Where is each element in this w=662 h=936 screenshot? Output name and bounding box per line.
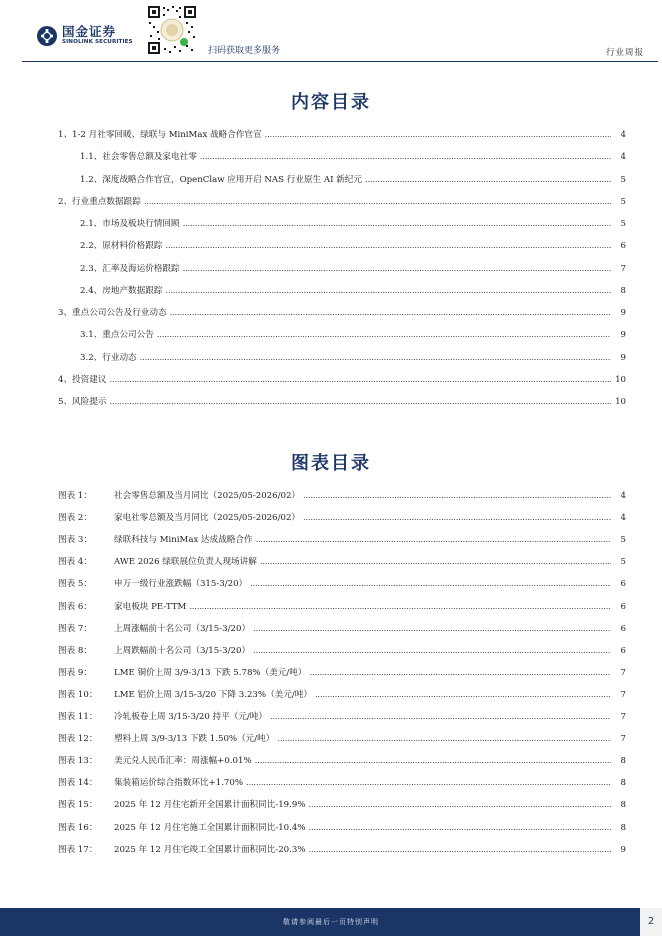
toc-entry-text: 1、1-2 月社零回暖、绿联与 MiniMax 战略合作官宣: [58, 130, 262, 140]
figure-entry-text: 2025 年 12 月住宅新开全国累计面积同比-19.9%: [114, 800, 306, 811]
dot-leader: [256, 535, 611, 545]
toc-entry-page: 6: [620, 241, 626, 252]
figure-entry-text: 塑料上周 3/9-3/13 下跌 1.50%（元/吨）: [114, 734, 275, 745]
figure-entry-text: 集装箱运价综合指数环比+1.70%: [114, 778, 244, 789]
figure-entry-label: 图表 15：: [58, 800, 98, 811]
figure-entry-page: 7: [620, 734, 626, 745]
toc-entry-text: 5、风险提示: [58, 397, 107, 407]
dot-leader: [303, 491, 611, 501]
dot-leader: [309, 845, 611, 855]
sinolink-logo-icon: [36, 25, 58, 47]
figure-entry-label: 图表 4：: [58, 557, 92, 568]
brand-logo: [36, 25, 133, 47]
toc-entry[interactable]: [58, 306, 626, 320]
dot-leader: [255, 756, 611, 766]
figure-entry-page: 5: [620, 535, 626, 546]
figure-entry[interactable]: [58, 732, 626, 746]
dot-leader: [246, 778, 611, 788]
toc-entry-text: 2.2、原材料价格跟踪: [80, 241, 163, 252]
toc-entry-page: 4: [620, 152, 626, 163]
toc-entry-text: 1.2、深度战略合作官宣，OpenClaw 应用开启 NAS 行业原生 AI 新纪元: [80, 174, 362, 185]
figure-entry[interactable]: [58, 622, 626, 636]
footer-disclaimer: 敬请参阅最后一页特别声明: [283, 918, 379, 926]
figure-entry-text: 社会零售总额及当月同比（2025/05-2026/02）: [114, 491, 301, 501]
figure-entry[interactable]: [58, 555, 626, 569]
toc-entry-text: 3.2、行业动态: [80, 352, 137, 363]
figure-entry-label: 图表 6：: [58, 601, 92, 612]
figure-entry-page: 6: [620, 601, 626, 612]
figure-entry-text: AWE 2026 绿联展位负责人现场讲解: [114, 557, 257, 568]
dot-leader: [365, 175, 611, 185]
document-type-label: 行业周报: [605, 48, 644, 58]
figure-entry-text: LME 铜价上周 3/9-3/13 下跌 5.78%（美元/吨）: [114, 667, 307, 678]
toc-entry-page: 10: [615, 374, 626, 385]
figure-entry-label: 图表 14：: [58, 778, 98, 789]
toc-entry-text: 4、投资建议: [58, 374, 107, 385]
header-divider: [22, 61, 658, 62]
dot-leader: [183, 219, 611, 229]
figure-entry[interactable]: [58, 600, 626, 614]
dot-leader: [165, 286, 611, 296]
toc-entry-page: 9: [620, 330, 626, 341]
figure-entry[interactable]: [58, 533, 626, 547]
dot-leader: [109, 375, 611, 385]
figures-title: 图表目录: [291, 453, 371, 474]
figure-entry-page: 6: [620, 645, 626, 656]
dot-leader: [315, 690, 611, 700]
figure-entry[interactable]: [58, 843, 626, 857]
dot-leader: [303, 513, 611, 523]
toc-entry-page: 9: [620, 308, 626, 318]
toc-entry-page: 5: [620, 219, 626, 229]
scan-qr-caption: 扫码获取更多服务: [208, 46, 281, 56]
figure-entry-page: 9: [620, 844, 626, 855]
brand-name-en: SINOLINK SECURITIES: [62, 39, 133, 46]
toc-entry-text: 3、重点公司公告及行业动态: [58, 308, 167, 318]
toc-entry[interactable]: [80, 351, 626, 365]
dot-leader: [265, 130, 611, 140]
dot-leader: [157, 330, 611, 340]
figure-entry-text: 2025 年 12 月住宅施工全国累计面积同比-10.4%: [114, 822, 306, 833]
figure-entry-page: 7: [620, 712, 626, 722]
page-number: 2: [640, 908, 662, 936]
dot-leader: [144, 197, 611, 207]
dot-leader: [253, 646, 611, 656]
dot-leader: [277, 734, 611, 744]
dot-leader: [309, 800, 611, 810]
figure-entry-label: 图表 5：: [58, 579, 92, 590]
toc-entry-page: 4: [620, 130, 626, 140]
toc-entry-text: 2.4、房地产数据跟踪: [80, 285, 163, 296]
dot-leader: [260, 557, 611, 567]
figure-entry-page: 7: [620, 689, 626, 700]
figure-entry-page: 7: [620, 667, 626, 678]
dot-leader: [309, 668, 611, 678]
figure-entry-text: 2025 年 12 月住宅竣工全国累计面积同比-20.3%: [114, 844, 306, 855]
figure-entry-label: 图表 1：: [58, 491, 92, 501]
figure-entry-page: 5: [620, 557, 626, 568]
toc-title: 内容目录: [291, 92, 371, 113]
figure-entry[interactable]: [58, 489, 626, 503]
dot-leader: [309, 823, 611, 833]
dot-leader: [270, 712, 611, 722]
dot-leader: [250, 579, 611, 589]
toc-entry[interactable]: [58, 195, 626, 209]
toc-entry[interactable]: [58, 373, 626, 387]
figure-entry-label: 图表 11：: [58, 712, 98, 722]
dot-leader: [140, 353, 611, 363]
figure-entry[interactable]: [58, 644, 626, 658]
toc-entry-page: 10: [615, 397, 626, 407]
figure-entry-label: 图表 8：: [58, 645, 92, 656]
figure-entry-text: 上周跌幅前十名公司（3/15-3/20）: [114, 645, 251, 656]
figure-entry-text: 家电社零总额及当月同比（2025/05-2026/02）: [114, 513, 301, 524]
figure-entry[interactable]: [58, 688, 626, 702]
figure-entry-page: 8: [620, 822, 626, 833]
figure-entry-label: 图表 3：: [58, 535, 92, 546]
figure-entry-text: 美元兑人民币汇率：周涨幅+0.01%: [114, 756, 252, 767]
figure-entry-label: 图表 13：: [58, 756, 98, 767]
toc-entry[interactable]: [80, 150, 626, 164]
toc-entry-text: 3.1、重点公司公告: [80, 330, 154, 341]
figure-entry-label: 图表 16：: [58, 822, 98, 833]
toc-entry-page: 8: [620, 285, 626, 296]
dot-leader: [183, 264, 611, 274]
dot-leader: [253, 624, 611, 634]
figure-entry-text: 冷轧板卷上周 3/15-3/20 持平（元/吨）: [114, 712, 267, 722]
dot-leader: [189, 602, 611, 612]
figure-entry-text: 家电板块 PE-TTM: [114, 601, 187, 612]
figure-entry-label: 图表 10：: [58, 689, 98, 700]
figure-entry[interactable]: [58, 821, 626, 835]
dot-leader: [200, 152, 611, 162]
toc-entry[interactable]: [80, 217, 626, 231]
toc-entry[interactable]: [80, 239, 626, 253]
figure-entry-page: 4: [620, 491, 626, 501]
figure-entry-text: 申万一级行业涨跌幅（315-3/20）: [114, 579, 248, 590]
figure-entry-page: 8: [620, 756, 626, 767]
toc-entry-page: 5: [620, 196, 626, 207]
figure-entry-label: 图表 9：: [58, 667, 92, 678]
toc-entry[interactable]: [80, 262, 626, 276]
figure-entry-page: 8: [620, 800, 626, 811]
toc-entry-text: 2、行业重点数据跟踪: [58, 196, 141, 207]
dot-leader: [165, 241, 611, 251]
figure-entry-label: 图表 7：: [58, 623, 92, 634]
toc-entry[interactable]: [58, 128, 626, 142]
toc-entry[interactable]: [58, 395, 626, 409]
figure-entry[interactable]: [58, 666, 626, 680]
page-footer: [0, 908, 662, 936]
toc-entry[interactable]: [80, 328, 626, 342]
figure-entry-label: 图表 17：: [58, 844, 98, 855]
figure-entry[interactable]: [58, 754, 626, 768]
toc-entry-text: 2.3、汇率及海运价格跟踪: [80, 263, 180, 274]
figure-entry[interactable]: [58, 577, 626, 591]
figure-entry-text: 绿联科技与 MiniMax 达成战略合作: [114, 535, 253, 546]
brand-name-cn: 国金证券: [62, 23, 117, 39]
toc-entry-page: 9: [620, 352, 626, 363]
toc-entry-text: 1.1、社会零售总额及家电社零: [80, 152, 197, 163]
figure-entry[interactable]: [58, 798, 626, 812]
toc-entry-text: 2.1、市场及板块行情回顾: [80, 219, 180, 229]
figure-entry-page: 6: [620, 623, 626, 634]
page-header: [0, 0, 662, 64]
toc-entry[interactable]: [80, 284, 626, 298]
figure-entry[interactable]: [58, 776, 626, 790]
figure-entry-text: 上周涨幅前十名公司（3/15-3/20）: [114, 623, 251, 634]
figure-entry-page: 6: [620, 579, 626, 590]
figure-entry[interactable]: [58, 710, 626, 724]
figure-entry-page: 8: [620, 778, 626, 789]
dot-leader: [170, 308, 611, 318]
figure-entry-page: 4: [620, 513, 626, 524]
qr-code-icon[interactable]: [146, 4, 198, 56]
figure-entry-label: 图表 12：: [58, 734, 98, 745]
toc-entry-page: 5: [620, 174, 626, 185]
figure-entry-text: LME 铝价上周 3/15-3/20 下降 3.23%（美元/吨）: [114, 689, 312, 700]
toc-entry[interactable]: [80, 173, 626, 187]
figure-entry-label: 图表 2：: [58, 513, 92, 524]
dot-leader: [109, 397, 611, 407]
figure-entry[interactable]: [58, 511, 626, 525]
toc-entry-page: 7: [620, 263, 626, 274]
